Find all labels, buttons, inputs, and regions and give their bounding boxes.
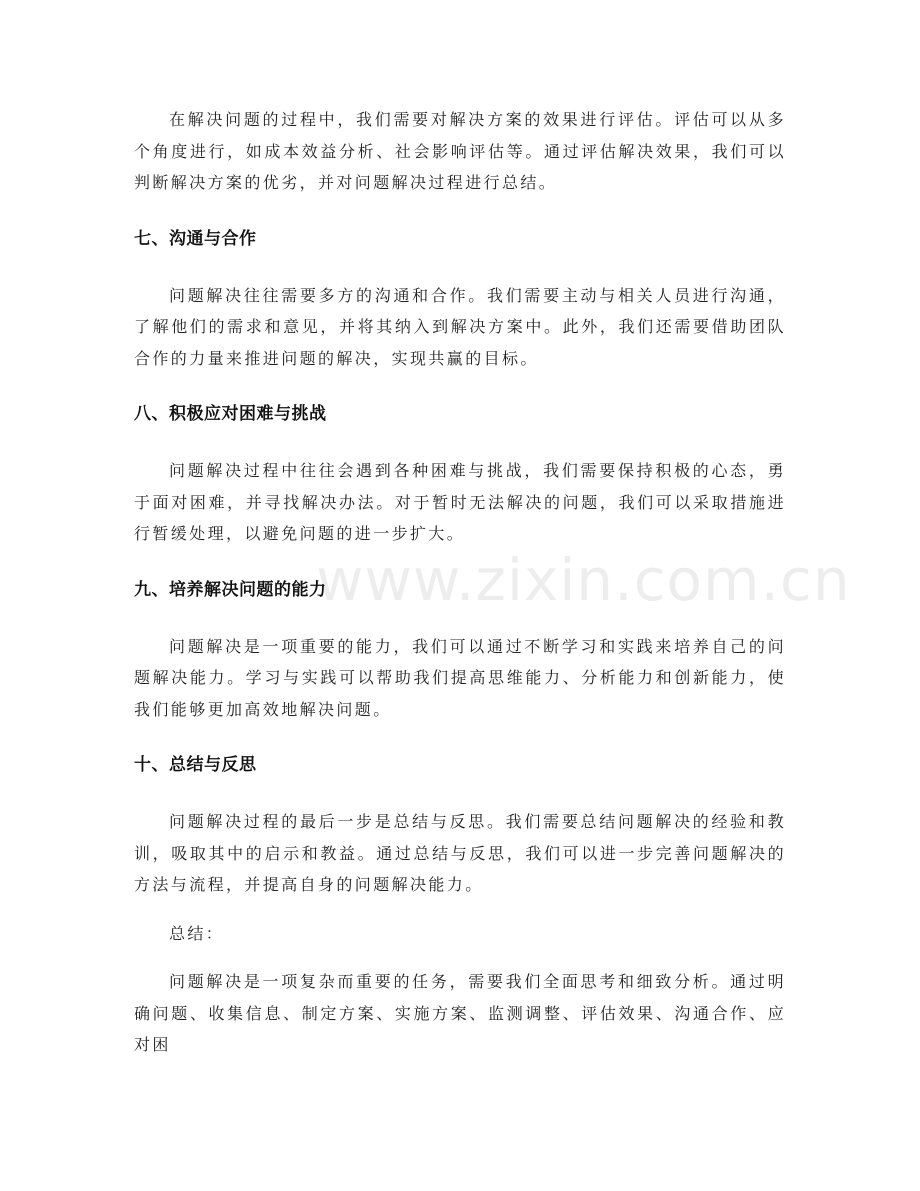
section-9-heading: 九、培养解决问题的能力 [134,579,327,600]
section-8-paragraph: 问题解决过程中往往会遇到各种困难与挑战，我们需要保持积极的心态，勇于面对困难，并寻找解决办法。对于暂时无法解决的问题，我们可以采取措施进行暂缓处理，以避免问题的进一步扩大。 [134,461,786,543]
section-7-heading: 七、沟通与合作 [134,228,257,249]
spacer [134,901,786,918]
section-10-paragraph: 问题解决过程的最后一步是总结与反思。我们需要总结问题解决的经验和教训，吸取其中的启示和教益。通过总结与反思，我们可以进一步完善问题解决的方法与流程，并提高自身的问题解决能力。 [134,812,786,894]
section-10-heading: 十、总结与反思 [134,755,257,775]
intro-paragraph: 在解决问题的过程中，我们需要对解决方案的效果进行评估。评估可以从多个角度进行，如成本效益分析、社会影响评估等。通过评估解决效果，我们可以判断解决方案的优劣，并对问题解决过程进行总结。 [134,110,786,192]
section-9-paragraph: 问题解决是一项重要的能力，我们可以通过不断学习和实践来培养自己的问题解决能力。学习与实践可以帮助我们提高思维能力、分析能力和创新能力，使我们能够更加高效地解决问题。 [134,636,786,719]
section-7-paragraph: 问题解决往往需要多方的沟通和合作。我们需要主动与相关人员进行沟通，了解他们的需求和意见，并将其纳入到解决方案中。此外，我们还需要借助团队合作的力量来推进问题的解决，实现共赢的目标。 [134,285,786,368]
spacer [134,949,786,966]
summary-paragraph: 问题解决是一项复杂而重要的任务，需要我们全面思考和细致分析。通过明确问题、收集信息、制定方案、实施方案、监测调整、评估效果、沟通合作、应对困 [134,972,786,1054]
section-8-heading: 八、积极应对困难与挑战 [134,404,327,424]
watermark-text: www.zixin.com.cn [316,546,851,614]
summary-label: 总结： [169,923,225,943]
